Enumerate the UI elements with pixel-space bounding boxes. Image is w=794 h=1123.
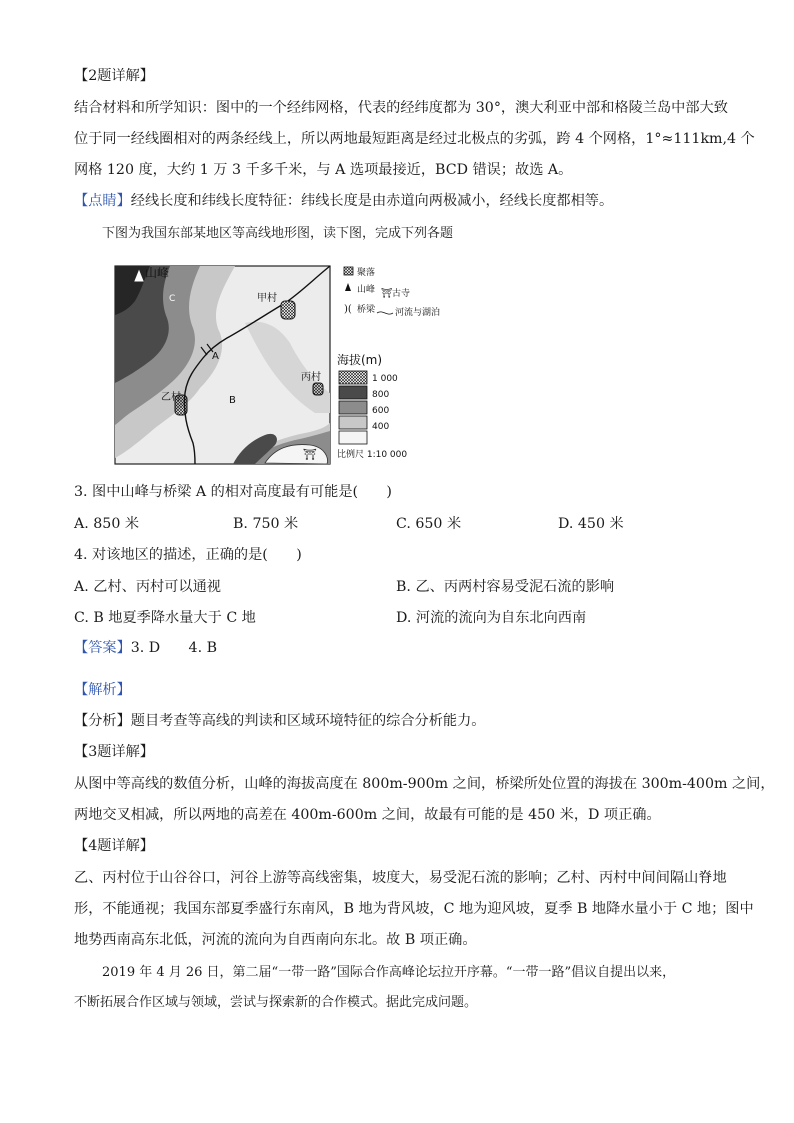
peak-label: 山峰	[145, 266, 170, 280]
fx-label: 【分析】	[74, 713, 131, 729]
analysis-label: 【解析】	[74, 682, 131, 698]
q4-option-a: A. 乙村、丙村可以通视	[74, 579, 221, 595]
paragraph-line: 地势西南高东北低，河流的流向为自西南向东北。故 B 项正确。	[74, 932, 477, 948]
legend-level-600: 600	[372, 406, 390, 416]
paragraph-line: 位于同一经线圈相对的两条经线上，所以两地最短距离是经过北极点的劣弧，跨 4 个网格，1°≈111km,4 个	[74, 131, 755, 147]
village-jia-hatch	[281, 301, 295, 319]
paragraph-line: 结合材料和所学知识：图中的一个经纬网格，代表的经纬度都为 30°，澳大利亚中部和格陵兰岛中部大致	[74, 100, 728, 116]
closing-line: 2019 年 4 月 26 日，第二届“一带一路”国际合作高峰论坛拉开序幕。“一带一路”倡议自提出以来，	[102, 965, 676, 980]
paragraph-line: 形，不能通视；我国东部夏季盛行东南风，B 地为背风坡，C 地为迎风坡，夏季 B 地降水量小于 C 地；图中	[74, 901, 754, 917]
tip-line	[74, 191, 613, 211]
section-header-q4: 【4题详解】	[74, 838, 154, 854]
legend-river-label: 河流与湖泊	[395, 308, 441, 318]
q4-option-b: B. 乙、丙两村容易受泥石流的影响	[396, 579, 615, 595]
contour-map	[115, 263, 441, 468]
label-yi: 乙村	[161, 392, 181, 403]
legend-swatch-1000	[339, 371, 367, 384]
question-4-stem: 4. 对该地区的描述，正确的是( )	[74, 547, 302, 563]
legend-swatch-400	[339, 416, 367, 429]
legend-swatch-below	[339, 431, 367, 444]
legend-swatch-800	[339, 386, 367, 399]
legend-level-800: 800	[372, 390, 390, 400]
paragraph-line: 两地交叉相减，所以两地的高差在 400m-600m 之间，故最有可能的是 450 米，D 项正确。	[74, 807, 661, 823]
legend-bridge-icon: )(	[344, 304, 352, 315]
answer-label: 【答案】	[74, 640, 131, 656]
legend-elev-title: 海拔(m)	[337, 353, 383, 367]
paragraph-line: 网格 120 度，大约 1 万 3 千多千米，与 A 选项最接近，BCD 错误；故选 A。	[74, 162, 573, 178]
legend-peak-label: 山峰	[357, 285, 376, 295]
question-3-stem: 3. 图中山峰与桥梁 A 的相对高度最有可能是( )	[74, 484, 392, 500]
legend-river-icon	[377, 312, 393, 314]
label-jia: 甲村	[257, 293, 277, 304]
temple-symbol-map: ⛩	[303, 448, 317, 461]
legend-temple-icon: ⛩	[381, 289, 393, 299]
legend-temple-label: 古寺	[392, 289, 411, 299]
q4-option-c: C. B 地夏季降水量大于 C 地	[74, 610, 256, 626]
legend-village-icon	[344, 267, 353, 275]
legend-peak-icon	[345, 283, 351, 291]
q4-option-d: D. 河流的流向为自东北向西南	[396, 610, 587, 626]
label-bing: 丙村	[301, 372, 321, 383]
village-bing-symbol	[313, 383, 323, 395]
tip-text: 经线长度和纬线长度特征：纬线长度是由赤道向两极减小，经线长度都相等。	[130, 193, 614, 209]
q3-option-a: A. 850 米	[74, 516, 140, 532]
fx-text: 题目考查等高线的判读和区域环境特征的综合分析能力。	[130, 713, 486, 729]
legend-level-1000: 1 000	[372, 374, 398, 384]
section-header-q3: 【3题详解】	[74, 744, 154, 760]
closing-line: 不断拓展合作区域与领域，尝试与探索新的合作模式。据此完成问题。	[74, 995, 478, 1010]
q3-option-c: C. 650 米	[396, 516, 462, 532]
q3-option-b: B. 750 米	[233, 516, 299, 532]
legend-scale: 比例尺 1:10 000	[337, 450, 408, 460]
label-a: A	[212, 351, 219, 362]
answer-text: 3. D 4. B	[130, 640, 218, 656]
legend-village-label: 聚落	[357, 268, 376, 278]
map-intro: 下图为我国东部某地区等高线地形图，读下图，完成下列各题	[102, 226, 454, 241]
paragraph-line: 乙、丙村位于山谷谷口，河谷上游等高线密集，坡度大，易受泥石流的影响；乙村、丙村中间间隔山脊地	[74, 870, 727, 886]
q3-option-d: D. 450 米	[558, 516, 624, 532]
paragraph-line: 从图中等高线的数值分析，山峰的海拔高度在 800m-900m 之间，桥梁所处位置的海拔在 300m-400m 之间，	[74, 776, 775, 792]
tip-label: 【点睛】	[74, 193, 131, 209]
legend-level-400: 400	[372, 422, 390, 432]
section-header-q2: 【2题详解】	[74, 68, 154, 84]
legend-swatch-600	[339, 401, 367, 414]
label-b: B	[229, 395, 236, 406]
analysis-line	[74, 711, 485, 731]
label-c: C	[169, 294, 176, 304]
answer-line	[74, 638, 217, 658]
legend-bridge-label: 桥梁	[357, 305, 376, 315]
